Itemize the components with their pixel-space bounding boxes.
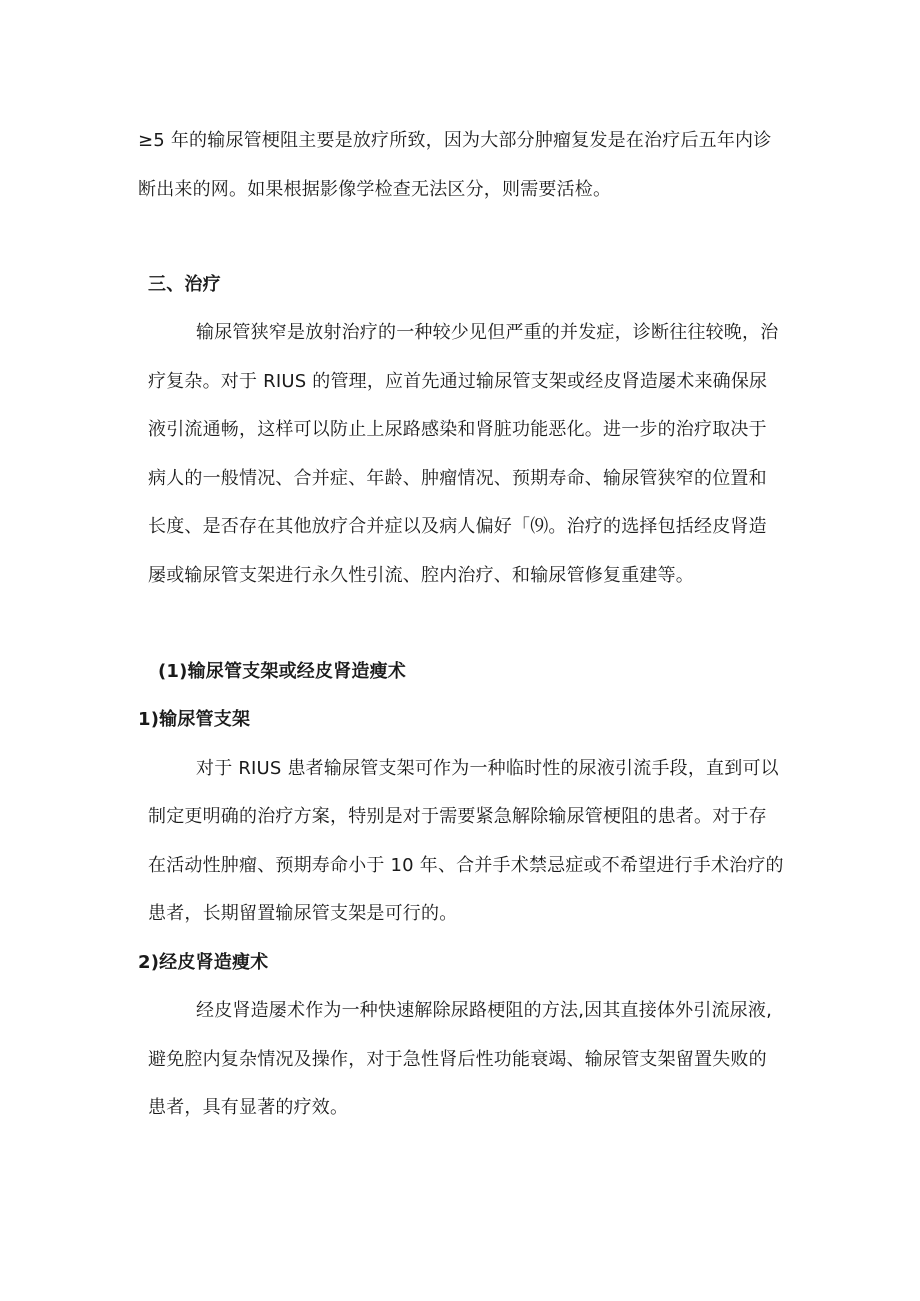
item-2-line-3: 患者，具有显著的疗效。 (148, 1097, 349, 1118)
section-3-title: 三、治疗 (148, 274, 221, 295)
section-3-line-4: 病人的一般情况、合并症、年龄、肿瘤情况、预期寿命、输尿管狭窄的位置和 (148, 468, 767, 489)
section-3-line-5: 长度、是否存在其他放疗合并症以及病人偏好「⑼。治疗的选择包括经皮肾造 (148, 516, 767, 537)
item-2-title: 2)经皮肾造瘦术 (138, 952, 269, 973)
subsection-1-title: (1)输尿管支架或经皮肾造瘦术 (158, 661, 406, 682)
item-1-line-4: 患者，长期留置输尿管支架是可行的。 (148, 903, 458, 924)
item-2-line-2: 避免腔内复杂情况及操作，对于急性肾后性功能衰竭、输尿管支架留置失败的 (148, 1049, 767, 1070)
section-3-line-6: 屡或输尿管支架进行永久性引流、腔内治疗、和输尿管修复重建等。 (148, 565, 694, 586)
section-3-line-3: 液引流通畅，这样可以防止上尿路感染和肾脏功能恶化。进一步的治疗取决于 (148, 419, 767, 440)
item-1-line-3: 在活动性肿瘤、预期寿命小于 10 年、合并手术禁忌症或不希望进行手术治疗的 (148, 855, 784, 876)
paragraph-1-line-1: ≥5 年的输尿管梗阻主要是放疗所致，因为大部分肿瘤复发是在治疗后五年内诊 (138, 130, 772, 151)
paragraph-1-line-2: 断出来的网。如果根据影像学检查无法区分，则需要活检。 (138, 179, 612, 200)
item-2-line-1: 经皮肾造屡术作为一种快速解除尿路梗阻的方法,因其直接体外引流尿液, (196, 1000, 773, 1021)
section-3-line-1: 输尿管狭窄是放射治疗的一种较少见但严重的并发症，诊断往往较晚，治 (196, 322, 779, 343)
item-1-title: 1)输尿管支架 (138, 709, 251, 730)
section-3-line-2: 疗复杂。对于 RIUS 的管理，应首先通过输尿管支架或经皮肾造屡术来确保尿 (148, 371, 768, 392)
item-1-line-2: 制定更明确的治疗方案，特别是对于需要紧急解除输尿管梗阻的患者。对于存 (148, 806, 767, 827)
item-1-line-1: 对于 RIUS 患者输尿管支架可作为一种临时性的尿液引流手段，直到可以 (196, 758, 779, 779)
